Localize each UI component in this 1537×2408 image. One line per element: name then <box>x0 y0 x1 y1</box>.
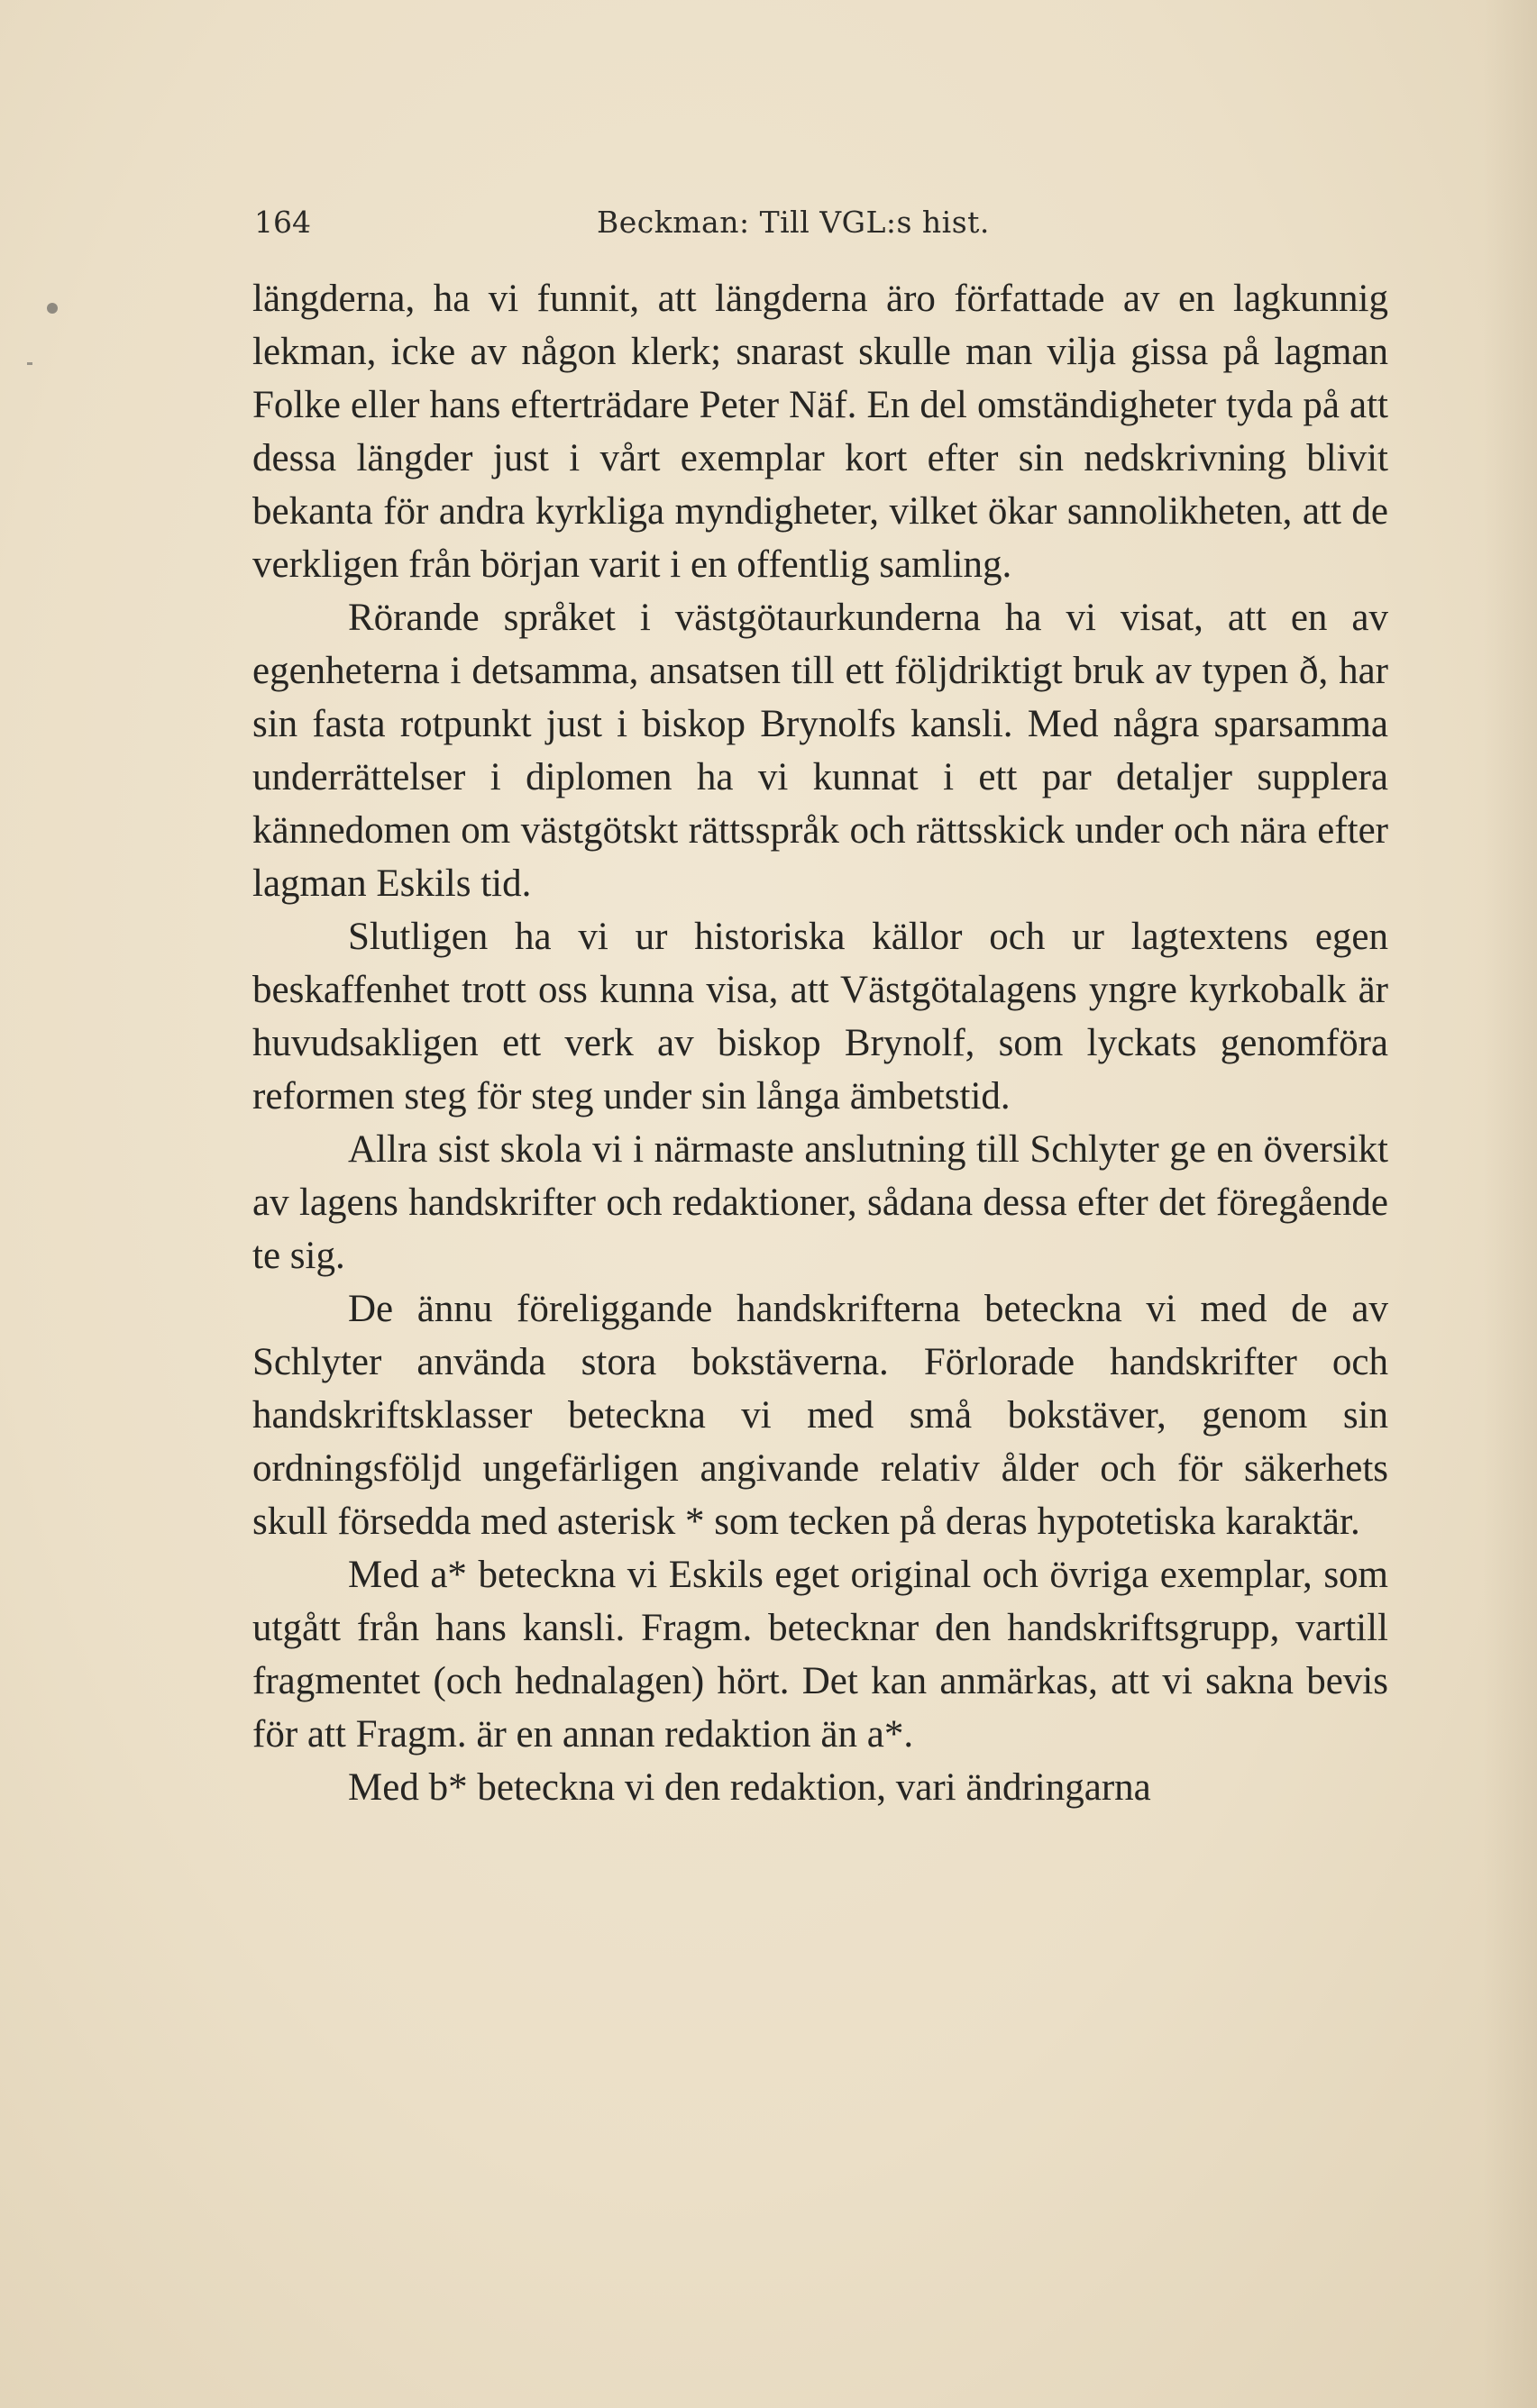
paragraph: Med a* beteckna vi Eskils eget original och övriga exemplar, som utgått från hans kansli. Fragm. betecknar den handskriftsgrupp, vartill fragmentet (och hednalagen) hört. Det kan anmärkas, att vi sakna bevis för att Fragm. är en annan redaktion än a*. <box>252 1554 1388 1756</box>
paragraph: Allra sist skola vi i närmaste anslutning till Schlyter ge en översikt av lagens handskrifter och redaktioner, sådana dessa efter det föregående te sig. <box>252 1128 1388 1277</box>
paragraph: De ännu föreliggande handskrifterna beteckna vi med de av Schlyter använda stora bokstäverna. Förlorade handskrifter och handskriftsklasser beteckna vi med små bokstäver, genom sin ordningsföljd ungefärligen angivande relativ ålder och för säkerhets skull försedda med asterisk * som tecken på deras hypotetiska karaktär. <box>252 1288 1388 1543</box>
paragraph: Slutligen ha vi ur historiska källor och ur lagtextens egen beskaffenhet trott oss kunna visa, att Västgötalagens yngre kyrkobalk är huvudsakligen ett verk av biskop Brynolf, som lyckats genomföra reformen steg för steg under sin långa ämbetstid. <box>252 916 1388 1117</box>
body-text <box>252 272 1388 1814</box>
paragraph-continued: längderna, ha vi funnit, att längderna äro författade av en lagkunnig lekman, icke av någon klerk; snarast skulle man vilja gissa på lagman Folke eller hans efterträdare Peter Näf. En del omständigheter tyda på att dessa längder just i vårt exemplar kort efter sin nedskrivning blivit bekanta för andra kyrkliga myndigheter, vilket ökar sannolikheten, att de verkligen från början varit i en offentlig samling. <box>252 278 1388 586</box>
page-edge-shadow <box>1483 0 1537 2408</box>
paragraph: Med b* beteckna vi den redaktion, vari ändringarna <box>348 1766 1151 1809</box>
margin-ink-mark <box>27 362 32 365</box>
paragraph: Rörande språket i västgötaurkunderna ha vi visat, att en av egenheterna i detsamma, ansatsen till ett följdriktigt bruk av typen ð, har sin fasta rotpunkt just i biskop Brynolfs kansli. Med några sparsamma underrättelser i diplomen ha vi kunnat i ett par detaljer supplera kännedomen om västgötskt rättsspråk och rättsskick under och nära efter lagman Eskils tid. <box>252 597 1388 905</box>
page-number: 164 <box>254 205 311 240</box>
running-head <box>254 200 1057 245</box>
margin-ink-dot <box>47 303 58 314</box>
running-title: Beckman: Till VGL:s hist. <box>597 205 990 240</box>
